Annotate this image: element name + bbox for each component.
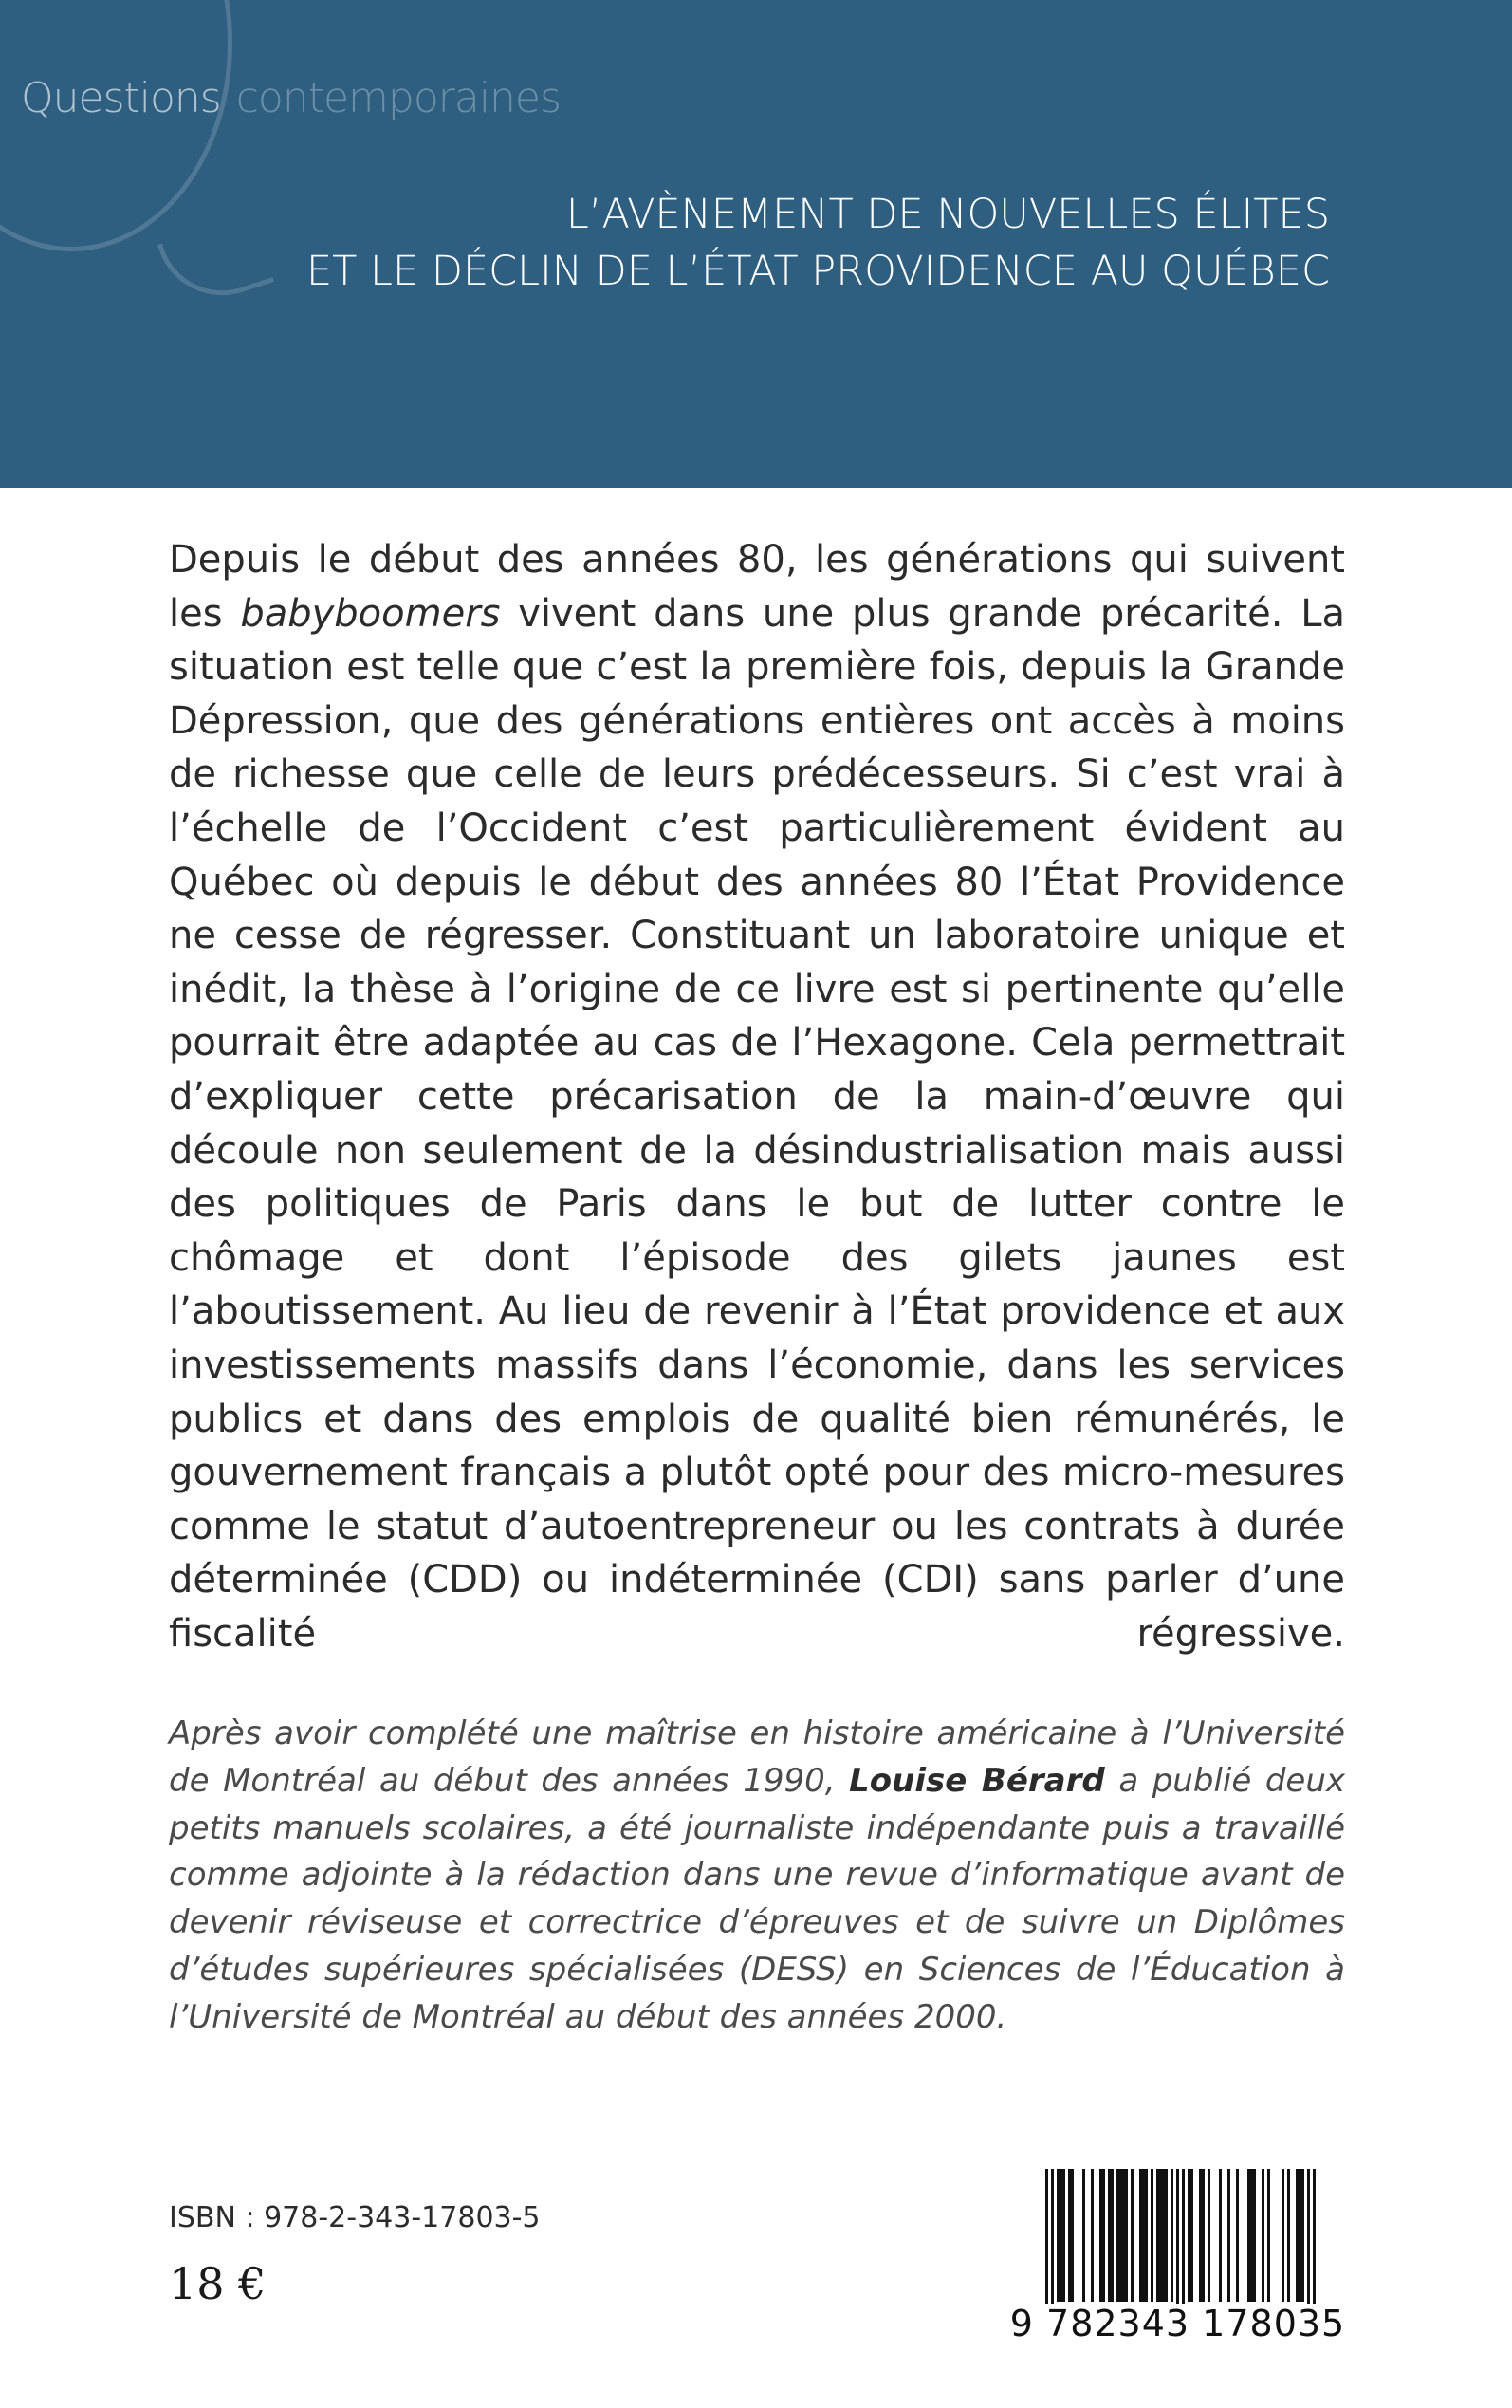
collection-word-1: Questions [21, 74, 221, 122]
barcode-bar [1119, 2169, 1122, 2302]
barcode-bar [1108, 2169, 1111, 2302]
barcode-bar [1131, 2169, 1134, 2302]
barcode-bar [1219, 2169, 1222, 2302]
barcode-bar [1051, 2169, 1054, 2304]
barcode-bar [1313, 2169, 1316, 2304]
barcode-bar [1111, 2169, 1114, 2302]
cover-header [0, 0, 1512, 488]
barcode-bar [1182, 2169, 1185, 2304]
barcode [1009, 2161, 1346, 2356]
barcode-bar [1102, 2169, 1105, 2302]
barcode-bar [1236, 2169, 1239, 2302]
barcode-bar [1060, 2169, 1062, 2302]
q-logo-ring [0, 0, 232, 251]
author-bio [169, 1711, 1345, 2042]
barcode-bar [1159, 2169, 1162, 2302]
barcode-bar [1227, 2169, 1230, 2302]
book-title [306, 186, 1330, 300]
barcode-bars [1009, 2161, 1346, 2304]
barcode-bar [1091, 2169, 1094, 2302]
barcode-bar [1062, 2169, 1065, 2302]
barcode-bar [1287, 2169, 1290, 2302]
book-title-line-2: ET LE DÉCLIN DE L’ÉTAT PROVIDENCE AU QUÉBEC [305, 248, 1330, 295]
barcode-bar [1202, 2169, 1205, 2302]
barcode-bar [1296, 2169, 1299, 2302]
barcode-bar [1071, 2169, 1074, 2302]
barcode-bar [1139, 2169, 1142, 2302]
barcode-bar [1262, 2169, 1264, 2302]
barcode-bar [1116, 2169, 1119, 2302]
barcode-bar [1267, 2169, 1270, 2302]
author-name: Louise Bérard [849, 1761, 1105, 1800]
barcode-bar [1188, 2169, 1190, 2302]
barcode-bar [1082, 2169, 1085, 2302]
barcode-bar [1299, 2169, 1301, 2302]
barcode-bar [1151, 2169, 1153, 2302]
author-bio-before: Après avoir complété une maîtrise en histoire américaine à l’Université de Montréal au début des années 1990, [169, 1714, 1345, 1800]
barcode-bar [1145, 2169, 1148, 2302]
author-bio-after: a publié deux petits manuels scolaires, a été journaliste indépendante puis a travaillé comme adjointe à la rédaction dans une revue d’informatique avant de devenir réviseuse et correctrice d’épreuves et de suivre un Diplômes d’études supérieures spécialisées (DESS) en Sciences de l’Éducation à l’Université de Montréal au début des années 2000. [169, 1761, 1346, 2036]
barcode-bar [1301, 2169, 1304, 2302]
barcode-bar [1099, 2169, 1102, 2302]
barcode-bar [1199, 2169, 1202, 2302]
barcode-bar [1190, 2169, 1193, 2302]
price-text: 18 € [169, 2258, 267, 2309]
isbn-text: ISBN : 978-2-343-17803-5 [169, 2201, 541, 2234]
barcode-bar [1208, 2169, 1210, 2302]
barcode-bar [1156, 2169, 1159, 2302]
blurb-intro: Depuis le début des années 80, les générations qui suivent les [169, 538, 1345, 636]
barcode-bar [1253, 2169, 1256, 2302]
barcode-bar [1122, 2169, 1125, 2302]
barcode-bar [1307, 2169, 1310, 2304]
blurb-emphasis: babyboomers [240, 591, 501, 636]
barcode-bar [1162, 2169, 1165, 2302]
barcode-digits: 9 782343 178035 [1009, 2303, 1346, 2344]
barcode-bar [1068, 2169, 1071, 2302]
collection-word-2: contemporaines [235, 74, 561, 122]
barcode-bar [1247, 2169, 1250, 2302]
book-title-line-1: L’AVÈNEMENT DE NOUVELLES ÉLITES [565, 191, 1330, 238]
collection-name [21, 74, 561, 122]
barcode-bar [1142, 2169, 1145, 2302]
barcode-bar [1250, 2169, 1253, 2302]
back-cover-blurb [169, 533, 1345, 1660]
barcode-bar [1045, 2169, 1048, 2304]
barcode-bar [1171, 2169, 1173, 2302]
barcode-bar [1176, 2169, 1179, 2304]
barcode-bar [1282, 2169, 1284, 2302]
barcode-bar [1125, 2169, 1128, 2302]
barcode-bar [1165, 2169, 1168, 2302]
q-logo-tail [157, 214, 274, 313]
barcode-bar [1057, 2169, 1060, 2302]
blurb-rest: vivent dans une plus grande précarité. La situation est telle que c’est la première fois, depuis la Grande Dépression, que des générations entières ont accès à moins de richesse que celle de leurs prédécesseurs. Si c’est vrai à l’échelle de l’Occident c’est particulièrement évident au Québec où depuis le début des années 80 l’État Providence ne cesse de régresser. Constituant un laboratoire unique et inédit, la thèse à l’origine de ce livre est si pertinente qu’elle pourrait être adaptée au cas de l’Hexagone. Cela permettrait d’expliquer cette précarisation de la main-d’œuvre qui découle non seulement de la désindustrialisation mais aussi des politiques de Paris dans le but de lutter contre le chômage et dont l’épisode des gilets jaunes est l’aboutissement. Au lieu de revenir à l’État providence et aux investissements massifs dans l’économie, dans les services publics et dans des emplois de qualité bien rémunérés, le gouvernement français a plutôt opté pour des micro-mesures comme le statut d’autoentrepreneur ou les contrats à durée déterminée (CDD) ou indéterminée (CDI) sans parler d’une fiscalité régressive. [169, 591, 1346, 1656]
